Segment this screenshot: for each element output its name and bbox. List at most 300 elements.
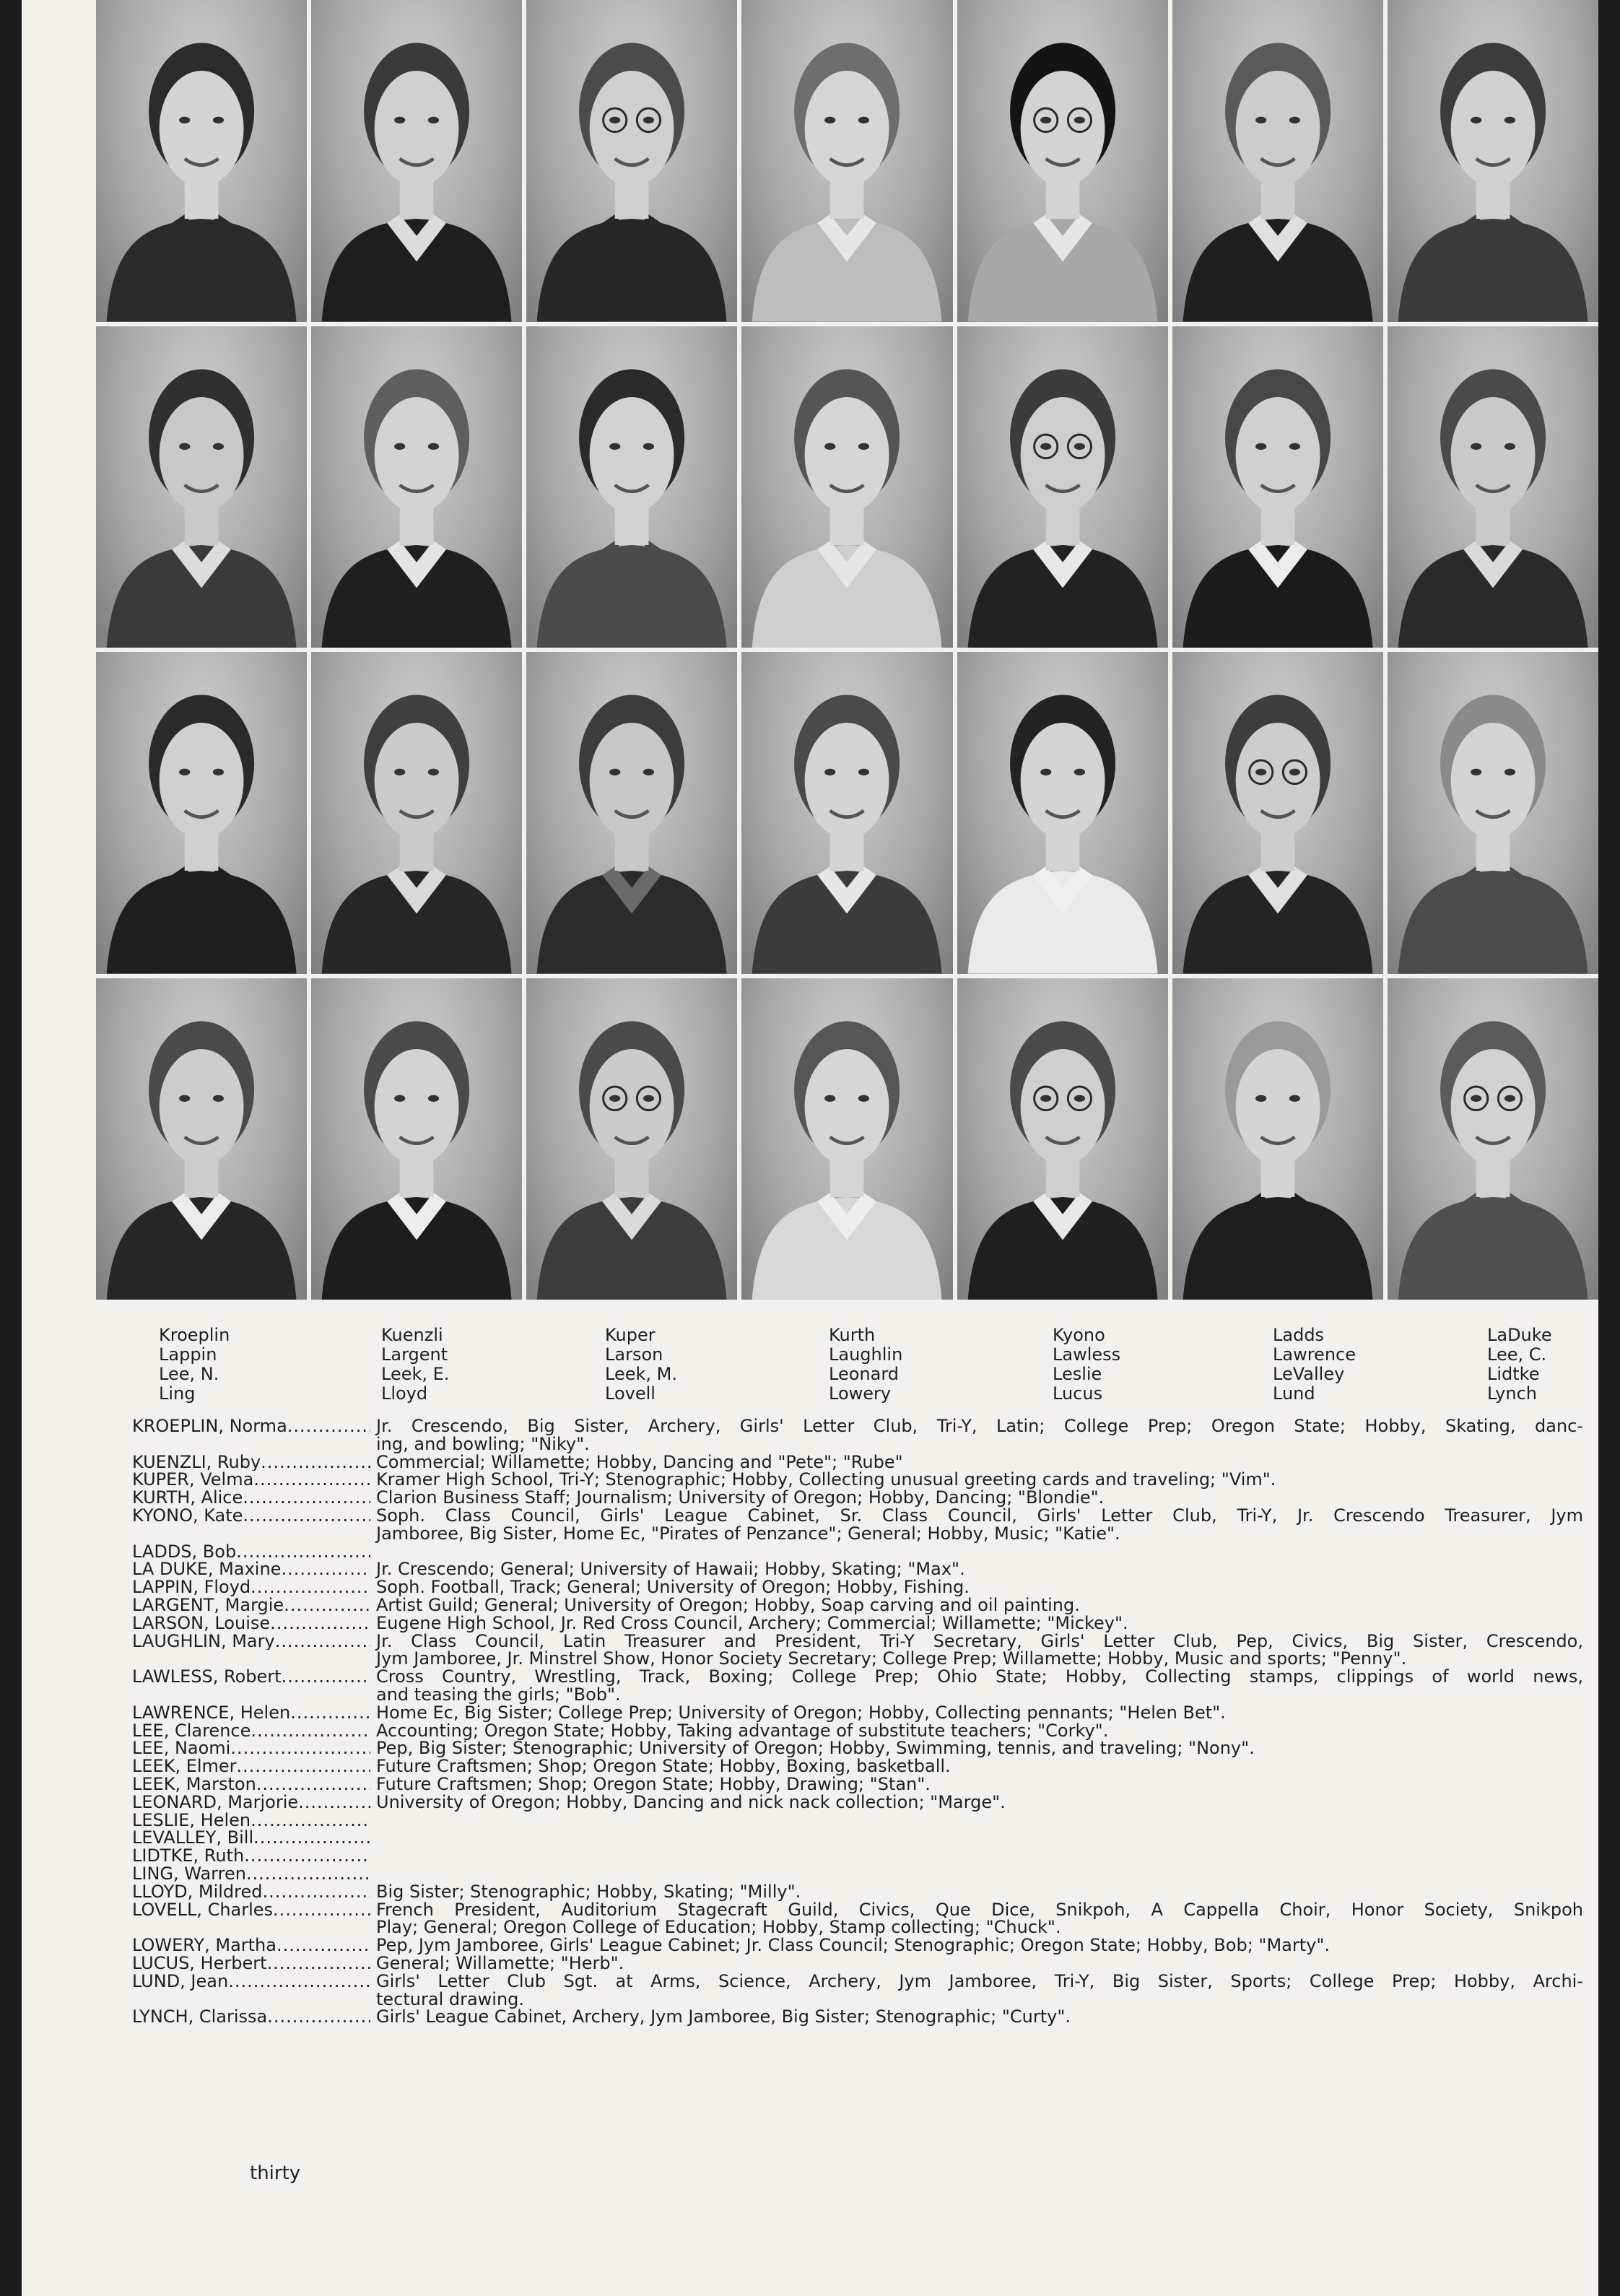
- biography-name: LUND, Jean .....: [132, 1973, 370, 1991]
- biography-text: [376, 1936, 1583, 1954]
- portrait-face: [805, 71, 889, 186]
- biography-entry: [132, 1883, 1583, 1901]
- portrait-eye: [643, 443, 654, 450]
- biography-entry: [132, 1970, 1583, 2009]
- portrait-shoulders: [107, 219, 297, 322]
- portrait-silhouette: [741, 978, 952, 1300]
- portrait-shoulders: [967, 1196, 1157, 1300]
- portrait-eye: [643, 117, 654, 124]
- name-label: Lawrence: [1273, 1344, 1356, 1365]
- biography-entry: [132, 1793, 1583, 1812]
- portrait-eye: [1504, 117, 1515, 124]
- portrait-eye: [1255, 1095, 1266, 1102]
- portrait-eye: [394, 769, 405, 776]
- yearbook-page: [22, 0, 1598, 2296]
- biography-line: Girls' Letter Club Sgt. at Arms, Science, Archery, Jym Jamboree, Tri-Y, Big Sister, Sports; College Prep; Hobby, Archi-: [376, 1970, 1583, 1991]
- portrait-eye: [825, 443, 836, 450]
- biography-name: LAWRENCE, Helen .....: [132, 1704, 370, 1722]
- portrait-silhouette: [96, 0, 307, 322]
- portrait-eye: [179, 1095, 190, 1102]
- portrait-silhouette: [1172, 652, 1383, 974]
- biography-name: LARGENT, Margie .....: [132, 1596, 370, 1614]
- portrait-eye: [428, 769, 439, 776]
- biography-entry: [132, 1417, 1583, 1453]
- biography-line: Soph. Class Council, Girls' League Cabinet, Sr. Class Council, Girls' Letter Club, Tri-Y, Jr. Crescendo Treasurer, Jym: [376, 1505, 1583, 1526]
- biography-line: Jr. Crescendo, Big Sister, Archery, Girls' Letter Club, Tri-Y, Latin; College Prep; Oregon State; Hobby, Skating, danc-: [376, 1416, 1583, 1436]
- biography-text: [376, 1489, 1583, 1507]
- biography-line: Jym Jamboree, Jr. Minstrel Show, Honor Society Secretary; College Prep; Willamette; Hobby, Music and sports; "Penny".: [376, 1648, 1407, 1669]
- biography-name: LLOYD, Mildred .....: [132, 1883, 370, 1901]
- biography-line: Jamboree, Big Sister, Home Ec, "Pirates of Penzance"; General; Hobby, Music; "Katie".: [376, 1523, 1120, 1544]
- portrait-shoulders: [1398, 544, 1588, 648]
- biography-text: [376, 1507, 1583, 1543]
- portrait-silhouette: [1388, 978, 1598, 1300]
- portrait-eye: [428, 1095, 439, 1102]
- portrait-face: [375, 723, 459, 838]
- portrait-shoulders: [1398, 219, 1588, 322]
- name-label: Ling: [159, 1383, 196, 1404]
- biography-name: LOVELL, Charles .....: [132, 1901, 370, 1919]
- portrait-eye: [1040, 1095, 1051, 1102]
- portrait-face: [1235, 397, 1320, 513]
- portrait-silhouette: [311, 0, 522, 322]
- biography-name: LING, Warren .....: [132, 1865, 370, 1883]
- biography-line: Pep, Big Sister; Stenographic; University of Oregon; Hobby, Swimming, tennis, and traveling; "Nony".: [376, 1738, 1255, 1759]
- biography-text: [376, 1560, 1583, 1578]
- student-portrait: [741, 0, 952, 322]
- portrait-eye: [1255, 117, 1266, 124]
- portrait-shoulders: [1183, 219, 1372, 322]
- student-portrait: [1172, 978, 1383, 1300]
- portrait-silhouette: [1172, 326, 1383, 648]
- name-label: LaDuke: [1487, 1325, 1552, 1345]
- student-portrait: [526, 652, 737, 974]
- portrait-face: [1450, 723, 1535, 838]
- biography-entry: [132, 1901, 1583, 1937]
- portrait-shoulders: [967, 871, 1157, 974]
- biography-text: [376, 1632, 1583, 1669]
- portrait-shoulders: [1183, 871, 1372, 974]
- biography-line: Kramer High School, Tri-Y; Stenographic; Hobby, Collecting unusual greeting cards and traveling; "Vim".: [376, 1469, 1276, 1490]
- portrait-eye: [1504, 769, 1515, 776]
- name-label: Lawless: [1053, 1344, 1121, 1365]
- biography-name: LA DUKE, Maxine .....: [132, 1560, 370, 1578]
- portrait-silhouette: [741, 652, 952, 974]
- portrait-shoulders: [1398, 1196, 1588, 1300]
- biography-name: KUENZLI, Ruby .....: [132, 1453, 370, 1471]
- biography-text: [376, 1829, 1583, 1847]
- biography-text: [376, 1847, 1583, 1865]
- portrait-face: [805, 397, 889, 513]
- biography-text: [376, 1865, 1583, 1883]
- portrait-eye: [643, 1095, 654, 1102]
- biography-entry: [132, 1775, 1583, 1793]
- name-label: Lovell: [605, 1383, 656, 1404]
- name-label: Kuenzli: [381, 1325, 443, 1345]
- portrait-eye: [609, 117, 620, 124]
- biography-line: General; Willamette; "Herb".: [376, 1952, 624, 1973]
- portrait-eye: [825, 1095, 836, 1102]
- portrait-shoulders: [1398, 871, 1588, 974]
- portrait-silhouette: [957, 0, 1168, 322]
- biography-line: Play; General; Oregon College of Education; Hobby, Stamp collecting; "Chuck".: [376, 1917, 1061, 1938]
- portrait-face: [1020, 397, 1105, 513]
- student-portrait: [526, 0, 737, 322]
- biography-text: [376, 1578, 1583, 1596]
- biography-line: Jr. Class Council, Latin Treasurer and President, Tri-Y Secretary, Girls' Letter Club, Pep, Civics, Big Sister, Crescendo,: [376, 1630, 1583, 1651]
- portrait-face: [375, 71, 459, 186]
- biography-entry: [132, 1757, 1583, 1775]
- portrait-silhouette: [96, 326, 307, 648]
- portrait-eye: [1289, 769, 1300, 776]
- portrait-eye: [213, 117, 224, 124]
- portrait-eye: [609, 443, 620, 450]
- portrait-shoulders: [1183, 544, 1372, 648]
- portrait-face: [375, 1049, 459, 1165]
- biography-entry: [132, 1936, 1583, 1954]
- portrait-face: [1450, 1049, 1535, 1165]
- biography-line: University of Oregon; Hobby, Dancing and nick nack collection; "Marge".: [376, 1791, 1006, 1812]
- name-label: Leonard: [829, 1364, 899, 1384]
- student-portrait: [526, 978, 737, 1300]
- portrait-eye: [179, 769, 190, 776]
- portrait-silhouette: [96, 652, 307, 974]
- portrait-face: [590, 1049, 674, 1165]
- portrait-face: [805, 1049, 889, 1165]
- biography-text: [376, 1614, 1583, 1632]
- name-label: Lund: [1273, 1383, 1315, 1404]
- name-column-4: [829, 1326, 902, 1404]
- portrait-face: [1020, 71, 1105, 186]
- biography-name: LEEK, Marston .....: [132, 1775, 370, 1793]
- name-label: Kroeplin: [159, 1325, 230, 1345]
- portrait-eye: [1040, 769, 1051, 776]
- portrait-shoulders: [967, 544, 1157, 648]
- portrait-eye: [179, 443, 190, 450]
- portrait-eye: [1040, 443, 1051, 450]
- name-label: Largent: [381, 1344, 448, 1365]
- portrait-eye: [213, 443, 224, 450]
- student-portrait: [741, 652, 952, 974]
- portrait-silhouette: [526, 978, 737, 1300]
- biography-text: [376, 1812, 1583, 1830]
- portrait-shoulders: [107, 871, 297, 974]
- name-label: Lappin: [159, 1344, 217, 1365]
- biography-entry: [132, 1812, 1583, 1830]
- portrait-face: [1235, 723, 1320, 838]
- portrait-eye: [394, 117, 405, 124]
- biography-text: [376, 1739, 1583, 1757]
- portrait-face: [1020, 1049, 1105, 1165]
- biography-name: LUCUS, Herbert .....: [132, 1954, 370, 1973]
- biography-line: ing, and bowling; "Niky".: [376, 1433, 590, 1454]
- portrait-eye: [1289, 1095, 1300, 1102]
- biography-line: Girls' League Cabinet, Archery, Jym Jamboree, Big Sister; Stenographic; "Curty".: [376, 2006, 1071, 2027]
- biography-text: [376, 1793, 1583, 1812]
- portrait-eye: [428, 443, 439, 450]
- biography-entry: [132, 1668, 1583, 1704]
- portrait-shoulders: [537, 871, 727, 974]
- portrait-face: [805, 723, 889, 838]
- name-label: Leslie: [1053, 1364, 1102, 1384]
- portrait-eye: [1074, 443, 1084, 450]
- portrait-shoulders: [537, 219, 727, 322]
- name-label: Lynch: [1487, 1383, 1537, 1404]
- biography-list: [132, 1417, 1583, 2026]
- biography-line: Big Sister; Stenographic; Hobby, Skating; "Milly".: [376, 1881, 801, 1902]
- portrait-shoulders: [967, 219, 1157, 322]
- biography-entry: [132, 1954, 1583, 1973]
- portrait-eye: [1504, 1095, 1515, 1102]
- portrait-silhouette: [741, 0, 952, 322]
- biography-text: [376, 1596, 1583, 1614]
- biography-entry: [132, 1722, 1583, 1740]
- biography-name: LEVALLEY, Bill .....: [132, 1829, 370, 1847]
- portrait-eye: [394, 1095, 405, 1102]
- student-portrait: [1172, 326, 1383, 648]
- biography-name: LADDS, Bob .....: [132, 1543, 370, 1561]
- biography-name: KURTH, Alice .....: [132, 1489, 370, 1507]
- portrait-shoulders: [322, 871, 512, 974]
- biography-name: LAPPIN, Floyd .....: [132, 1578, 370, 1596]
- portrait-shoulders: [752, 544, 942, 648]
- biography-text: [376, 1757, 1583, 1775]
- biography-text: [376, 1883, 1583, 1901]
- name-label: Larson: [605, 1344, 663, 1365]
- biography-entry: [132, 1865, 1583, 1883]
- portrait-eye: [1074, 1095, 1084, 1102]
- biography-line: Future Craftsmen; Shop; Oregon State; Hobby, Drawing; "Stan".: [376, 1773, 931, 1794]
- name-column-1: [159, 1326, 230, 1404]
- biography-entry: [132, 2008, 1583, 2026]
- biography-line: Home Ec, Big Sister; College Prep; University of Oregon; Hobby, Collecting pennants; "Helen Bet".: [376, 1702, 1226, 1723]
- biography-line: Cross Country, Wrestling, Track, Boxing; College Prep; Ohio State; Hobby, Collecting stamps, clippings of world news,: [376, 1666, 1583, 1687]
- biography-name: LEE, Clarence .....: [132, 1722, 370, 1740]
- biography-entry: [132, 1560, 1583, 1578]
- portrait-face: [160, 71, 244, 186]
- portrait-eye: [825, 117, 836, 124]
- portrait-shoulders: [107, 544, 297, 648]
- biography-line: [376, 1865, 1583, 1883]
- biography-entry: [132, 1632, 1583, 1669]
- biography-line: [376, 1812, 1583, 1830]
- student-portrait: [1388, 652, 1598, 974]
- biography-text: [376, 1722, 1583, 1740]
- student-portrait: [311, 0, 522, 322]
- biography-entry: [132, 1596, 1583, 1614]
- portrait-eye: [1289, 443, 1300, 450]
- portrait-shoulders: [322, 1196, 512, 1300]
- biography-line: [376, 1829, 1583, 1847]
- biography-name: KROEPLIN, Norma .....: [132, 1417, 370, 1435]
- name-label: Lucus: [1053, 1383, 1103, 1404]
- biography-line: [376, 1847, 1583, 1865]
- portrait-shoulders: [107, 1196, 297, 1300]
- portrait-eye: [1504, 443, 1515, 450]
- student-portrait: [96, 978, 307, 1300]
- portrait-silhouette: [1388, 326, 1598, 648]
- biography-line: tectural drawing.: [376, 1988, 525, 2009]
- portrait-eye: [428, 117, 439, 124]
- name-label: Lidtke: [1487, 1364, 1540, 1384]
- biography-line: Soph. Football, Track; General; University of Oregon; Hobby, Fishing.: [376, 1577, 970, 1598]
- portrait-silhouette: [311, 978, 522, 1300]
- biography-text: [376, 1471, 1583, 1489]
- portrait-shoulders: [752, 1196, 942, 1300]
- student-portrait: [311, 652, 522, 974]
- biography-name: LYNCH, Clarissa .....: [132, 2008, 370, 2026]
- biography-entry: [132, 1829, 1583, 1847]
- portrait-shoulders: [752, 219, 942, 322]
- student-portrait: [1172, 652, 1383, 974]
- name-label: Kyono: [1053, 1325, 1105, 1345]
- student-portrait: [311, 978, 522, 1300]
- portrait-silhouette: [1388, 0, 1598, 322]
- name-label: Lloyd: [381, 1383, 428, 1404]
- name-label: Kurth: [829, 1325, 876, 1345]
- portrait-face: [1020, 723, 1105, 838]
- biography-name: LEEK, Elmer .....: [132, 1757, 370, 1775]
- name-column-5: [1053, 1326, 1120, 1404]
- portrait-face: [160, 1049, 244, 1165]
- biography-entry: [132, 1543, 1583, 1561]
- portrait-silhouette: [1172, 978, 1383, 1300]
- student-portrait: [957, 0, 1168, 322]
- portrait-grid: [96, 0, 1598, 1300]
- biography-entry: [132, 1471, 1583, 1489]
- portrait-eye: [1471, 769, 1481, 776]
- biography-name: LEONARD, Marjorie .....: [132, 1793, 370, 1812]
- portrait-eye: [1074, 117, 1084, 124]
- biography-name: LEE, Naomi .....: [132, 1739, 370, 1757]
- student-portrait: [311, 326, 522, 648]
- portrait-silhouette: [957, 978, 1168, 1300]
- portrait-eye: [1040, 117, 1051, 124]
- portrait-eye: [179, 117, 190, 124]
- portrait-face: [160, 397, 244, 513]
- portrait-silhouette: [1172, 0, 1383, 322]
- biography-line: Commercial; Willamette; Hobby, Dancing and "Pete"; "Rube": [376, 1451, 903, 1472]
- biography-line: Artist Guild; General; University of Oregon; Hobby, Soap carving and oil painting.: [376, 1594, 1080, 1615]
- biography-name: KUPER, Velma .....: [132, 1471, 370, 1489]
- portrait-eye: [1471, 117, 1481, 124]
- biography-name: LIDTKE, Ruth .....: [132, 1847, 370, 1865]
- portrait-silhouette: [96, 978, 307, 1300]
- portrait-shoulders: [537, 1196, 727, 1300]
- biography-name: KYONO, Kate .....: [132, 1507, 370, 1525]
- portrait-shoulders: [1183, 1196, 1372, 1300]
- biography-name: LOWERY, Martha .....: [132, 1936, 370, 1954]
- portrait-silhouette: [311, 326, 522, 648]
- name-columns: [22, 1326, 1598, 1427]
- portrait-eye: [213, 1095, 224, 1102]
- portrait-silhouette: [526, 326, 737, 648]
- student-portrait: [1388, 326, 1598, 648]
- portrait-silhouette: [526, 652, 737, 974]
- biography-text: [376, 1704, 1583, 1722]
- portrait-shoulders: [322, 219, 512, 322]
- name-column-7: [1487, 1326, 1552, 1404]
- portrait-eye: [394, 443, 405, 450]
- biography-line: [376, 1543, 1583, 1561]
- biography-text: [376, 1453, 1583, 1471]
- portrait-eye: [858, 769, 869, 776]
- biography-text: [376, 1543, 1583, 1561]
- portrait-shoulders: [752, 871, 942, 974]
- portrait-silhouette: [741, 326, 952, 648]
- student-portrait: [96, 0, 307, 322]
- biography-entry: [132, 1614, 1583, 1632]
- biography-line: Accounting; Oregon State; Hobby, Taking advantage of substitute teachers; "Corky".: [376, 1720, 1109, 1741]
- portrait-face: [375, 397, 459, 513]
- biography-line: and teasing the girls; "Bob".: [376, 1684, 621, 1705]
- portrait-eye: [858, 1095, 869, 1102]
- portrait-face: [1235, 1049, 1320, 1165]
- portrait-eye: [1255, 769, 1266, 776]
- portrait-face: [590, 71, 674, 186]
- portrait-face: [1450, 71, 1535, 186]
- name-label: Ladds: [1273, 1325, 1325, 1345]
- biography-entry: [132, 1847, 1583, 1865]
- name-column-3: [605, 1326, 677, 1404]
- portrait-face: [1235, 71, 1320, 186]
- biography-name: LESLIE, Helen .....: [132, 1812, 370, 1830]
- biography-text: [376, 1901, 1583, 1937]
- biography-line: Pep, Jym Jamboree, Girls' League Cabinet; Jr. Class Council; Stenographic; Oregon State; Hobby, Bob; "Marty".: [376, 1935, 1331, 1956]
- portrait-eye: [858, 117, 869, 124]
- portrait-eye: [1471, 443, 1481, 450]
- student-portrait: [957, 652, 1168, 974]
- biography-line: Clarion Business Staff; Journalism; University of Oregon; Hobby, Dancing; "Blondie".: [376, 1487, 1105, 1508]
- biography-line: French President, Auditorium Stagecraft Guild, Civics, Que Dice, Snikpoh, A Cappella Choir, Honor Society, Snikpoh: [376, 1899, 1583, 1920]
- biography-text: [376, 1954, 1583, 1973]
- biography-name: LAUGHLIN, Mary .....: [132, 1632, 370, 1651]
- portrait-eye: [643, 769, 654, 776]
- portrait-face: [590, 723, 674, 838]
- name-label: Laughlin: [829, 1344, 903, 1365]
- student-portrait: [741, 326, 952, 648]
- biography-entry: [132, 1704, 1583, 1722]
- biography-name: LARSON, Louise .....: [132, 1614, 370, 1632]
- name-column-2: [381, 1326, 449, 1404]
- biography-line: Future Craftsmen; Shop; Oregon State; Hobby, Boxing, basketball.: [376, 1756, 951, 1777]
- student-portrait: [957, 326, 1168, 648]
- portrait-eye: [1255, 443, 1266, 450]
- portrait-shoulders: [322, 544, 512, 648]
- name-label: Kuper: [605, 1325, 656, 1345]
- biography-entry: [132, 1489, 1583, 1507]
- portrait-eye: [213, 769, 224, 776]
- biography-text: [376, 1417, 1583, 1453]
- portrait-eye: [1471, 1095, 1481, 1102]
- page-number: thirty: [250, 2162, 301, 2184]
- portrait-silhouette: [311, 652, 522, 974]
- portrait-face: [160, 723, 244, 838]
- portrait-eye: [1289, 117, 1300, 124]
- biography-text: [376, 1970, 1583, 2009]
- biography-entry: [132, 1507, 1583, 1543]
- portrait-eye: [825, 769, 836, 776]
- name-label: Lowery: [829, 1383, 892, 1404]
- biography-entry: [132, 1453, 1583, 1471]
- name-column-6: [1273, 1326, 1356, 1404]
- name-label: LeValley: [1273, 1364, 1345, 1384]
- name-label: Leek, M.: [605, 1364, 677, 1384]
- portrait-shoulders: [537, 544, 727, 648]
- biography-text: [376, 2008, 1583, 2026]
- student-portrait: [526, 326, 737, 648]
- student-portrait: [1388, 978, 1598, 1300]
